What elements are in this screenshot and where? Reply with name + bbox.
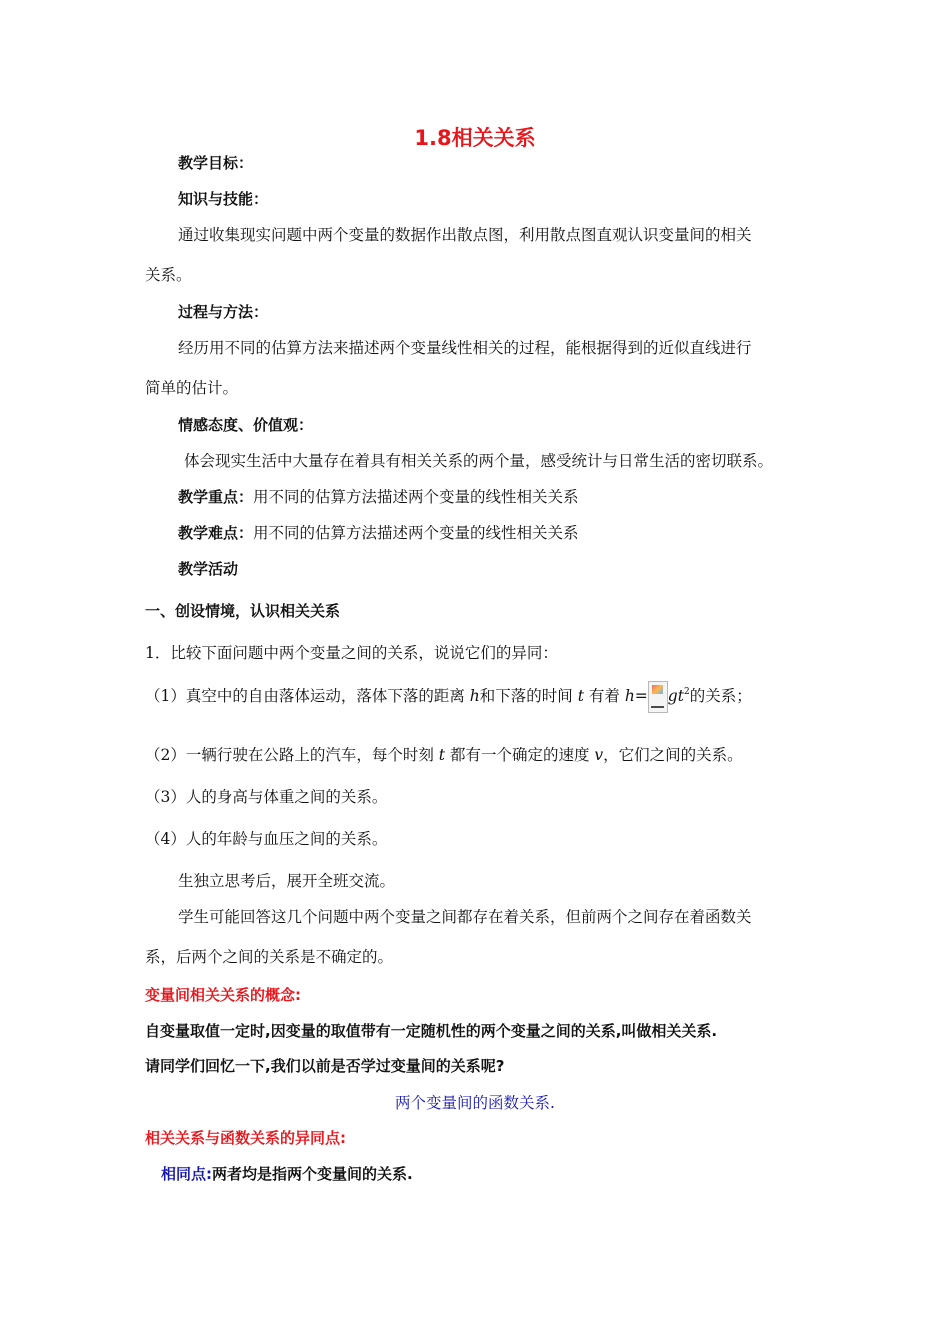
process-text-line-1: 经历用不同的估算方法来描述两个变量线性相关的过程，能根据得到的近似直线进行 bbox=[178, 339, 752, 357]
formula-gt: gt bbox=[667, 687, 684, 705]
discussion-text: 生独立思考后，展开全班交流。 bbox=[178, 872, 396, 890]
item-2-mid: 都有一个确定的速度 bbox=[445, 746, 595, 764]
item-2 bbox=[145, 745, 743, 765]
difficulty-label: 教学难点： bbox=[178, 524, 254, 542]
concept-question: 请同学们回忆一下,我们以前是否学过变量间的关系呢? bbox=[145, 1057, 505, 1075]
item-1-var-h: h bbox=[469, 687, 480, 705]
knowledge-heading: 知识与技能： bbox=[178, 190, 269, 208]
same-point-label: 相同点: bbox=[161, 1165, 212, 1183]
formula-equals: = bbox=[634, 687, 648, 705]
item-4: （4）人的年龄与血压之间的关系。 bbox=[145, 830, 388, 848]
activity-heading: 教学活动 bbox=[178, 560, 239, 578]
comparison-heading: 相关关系与函数关系的异同点: bbox=[145, 1129, 346, 1147]
broken-image-icon bbox=[648, 681, 668, 713]
key-point-label: 教学重点： bbox=[178, 488, 254, 506]
question-intro: 1．比较下面问题中两个变量之间的关系，说说它们的异同： bbox=[145, 644, 558, 662]
knowledge-text-line-1: 通过收集现实问题中两个变量的数据作出散点图，利用散点图直观认识变量间的相关 bbox=[178, 226, 752, 244]
item-1 bbox=[145, 681, 752, 713]
item-1-mid-2: 有着 bbox=[583, 687, 625, 705]
formula-exponent: 2 bbox=[683, 687, 690, 697]
emotion-text: 体会现实生活中大量存在着具有相关关系的两个量，感受统计与日常生活的密切联系。 bbox=[184, 452, 774, 470]
same-point-line bbox=[161, 1164, 413, 1184]
section1-heading: 一、创设情境，认识相关关系 bbox=[145, 602, 341, 620]
emotion-heading: 情感态度、价值观： bbox=[178, 416, 314, 434]
item-3: （3）人的身高与体重之间的关系。 bbox=[145, 788, 388, 806]
concept-answer: 两个变量间的函数关系. bbox=[395, 1094, 555, 1112]
knowledge-text-line-2: 关系。 bbox=[145, 266, 192, 284]
same-point-text: 两者均是指两个变量间的关系. bbox=[212, 1165, 413, 1183]
objectives-heading: 教学目标： bbox=[178, 154, 254, 172]
item-1-var-t: t bbox=[577, 687, 584, 705]
difficulty-line bbox=[178, 523, 579, 543]
process-text-line-2: 简单的估计。 bbox=[145, 379, 239, 397]
item-2-var-t: t bbox=[438, 746, 446, 764]
key-point-text: 用不同的估算方法描述两个变量的线性相关关系 bbox=[253, 488, 579, 506]
concept-heading: 变量间相关关系的概念: bbox=[145, 986, 301, 1004]
answer-line-2: 系，后两个之间的关系是不确定的。 bbox=[145, 948, 394, 966]
process-heading: 过程与方法： bbox=[178, 303, 269, 321]
item-2-suffix: ，它们之间的关系。 bbox=[603, 746, 743, 764]
item-2-var-v: v bbox=[594, 746, 604, 764]
item-1-prefix: （1）真空中的自由落体运动，落体下落的距离 bbox=[145, 687, 470, 705]
difficulty-text: 用不同的估算方法描述两个变量的线性相关关系 bbox=[253, 524, 579, 542]
page-title: 1.8相关关系 bbox=[414, 126, 536, 150]
item-1-mid-1: 和下落的时间 bbox=[479, 687, 578, 705]
concept-definition: 自变量取值一定时,因变量的取值带有一定随机性的两个变量之间的关系,叫做相关关系. bbox=[145, 1022, 718, 1040]
formula-h: h bbox=[624, 687, 635, 705]
item-1-suffix: 的关系； bbox=[689, 687, 752, 705]
key-point-line bbox=[178, 487, 579, 507]
item-2-prefix: （2）一辆行驶在公路上的汽车，每个时刻 bbox=[145, 746, 439, 764]
answer-line-1: 学生可能回答这几个问题中两个变量之间都存在着关系，但前两个之间存在着函数关 bbox=[178, 908, 752, 926]
